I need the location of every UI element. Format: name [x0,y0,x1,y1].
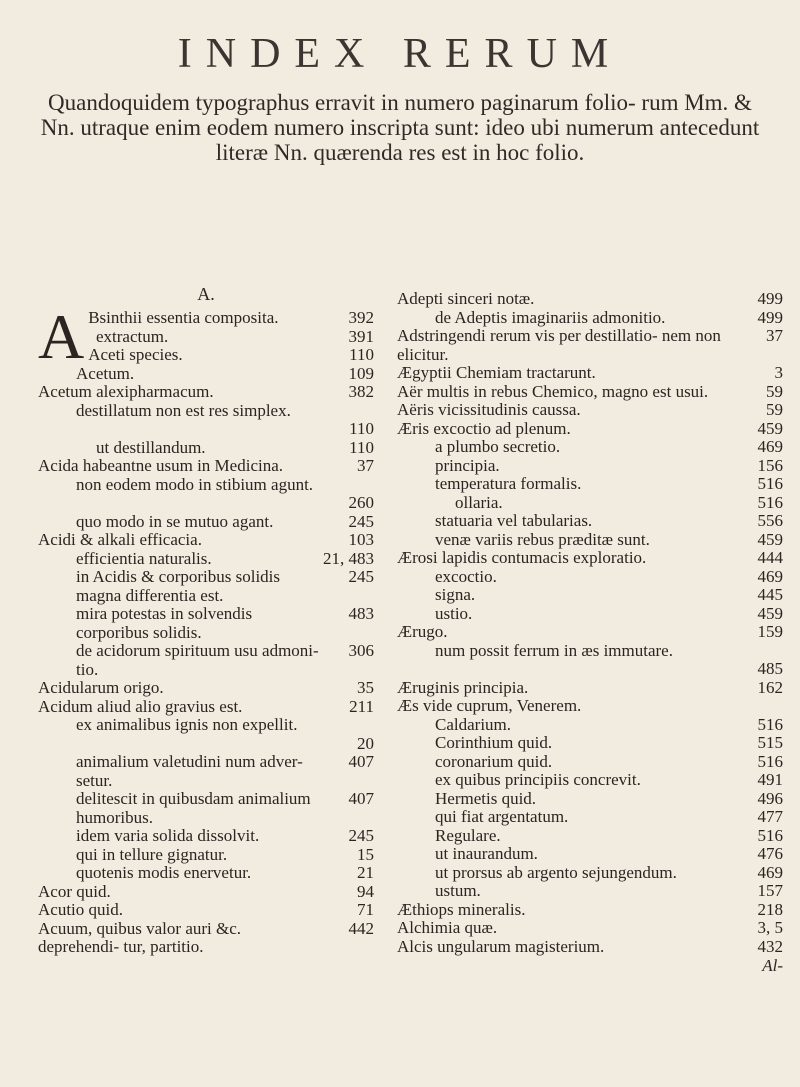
right-entry [397,420,783,439]
entry-text: Acidularum origo. [38,678,164,697]
left-entry [38,790,374,827]
entry-text: Ærugo. [397,622,448,641]
left-entry [38,883,374,902]
entry-page-number: 516 [757,751,783,771]
entry-page-number: 483 [348,604,374,623]
right-entry [397,586,783,605]
left-entry [38,605,374,642]
entry-text: ustum. [435,881,481,900]
left-entry [38,365,374,384]
entry-page-number: 516 [757,492,783,512]
right-entry [397,605,783,624]
entry-page-number: 476 [757,844,783,863]
entry-text: temperatura formalis. [435,474,582,493]
right-entry [397,716,783,735]
entry-text: de acidorum spirituum usu admoni- tio. [76,641,319,679]
entry-page-number: 432 [757,936,783,956]
entry-page-number: 515 [757,733,783,752]
entry-text: non eodem modo in stibium agunt. [76,474,314,494]
right-entry [397,290,783,309]
entry-text: Æs vide cuprum, Venerem. [397,696,582,715]
entry-page-number: 459 [757,603,783,623]
entry-page-number: 35 [357,678,374,697]
right-entry [397,327,783,364]
right-entry [397,864,783,883]
entry-page-number: 444 [757,548,783,567]
right-entry [397,679,783,698]
entry-page-number: 110 [349,345,374,364]
entry-text: Acidi & alkali efficacia. [38,530,202,549]
entry-page-number: 157 [757,881,783,900]
entry-page-number: 3, 5 [757,918,783,937]
entry-page-number: 110 [349,419,374,438]
entry-text: Acetum alexipharmacum. [38,382,214,401]
right-entry [397,697,783,716]
left-entry-list [38,301,374,957]
left-entry [38,753,374,790]
left-entry [38,901,374,920]
entry-text: idem varia solida dissolvit. [76,826,260,845]
entry-page-number: 442 [348,918,374,938]
entry-text: Acuum, quibus valor auri &c. deprehendi- tur, partitio. [38,918,242,956]
entry-text: delitescit in quibusdam animalium humoribus. [76,789,311,827]
right-entry [397,808,783,827]
entry-text: Acidum aliud alio gravius est. [38,696,243,716]
entry-page-number: 499 [757,307,783,327]
entry-page-number: 21, 483 [323,548,374,568]
left-entry [38,679,374,698]
entry-text: Ægyptii Chemiam tractarunt. [397,363,596,382]
catchword: Al- [762,956,783,975]
entry-page-number: 94 [357,881,374,901]
left-entry [38,328,374,347]
entry-page-number: 485 [757,659,783,678]
entry-text: principia. [435,455,500,475]
right-column [397,290,783,976]
right-entry [397,882,783,901]
left-entry [38,698,374,717]
left-entry [38,846,374,865]
entry-text: Acetum. [76,363,135,383]
right-entry [397,401,783,420]
entry-page-number: 407 [348,752,374,771]
entry-text: Caldarium. [435,714,512,734]
page-title: INDEX RERUM [177,31,623,77]
entry-page-number: 556 [757,511,783,530]
left-entry [38,550,374,569]
right-entry-list [397,290,783,956]
entry-page-number: 445 [757,585,783,604]
right-entry [397,623,783,642]
entry-page-number: 245 [348,826,374,845]
right-entry [397,845,783,864]
entry-text: Ærosi lapidis contumacis exploratio. [397,548,647,567]
entry-text: Adstringendi rerum vis per destillatio- nem non elicitur. [397,326,721,364]
entry-text: qui in tellure gignatur. [76,844,228,864]
entry-text: Æris excoctio ad plenum. [397,418,571,438]
entry-text: extractum. [96,326,169,346]
entry-text: ut inaurandum. [435,844,538,863]
entry-page-number: 71 [357,900,374,919]
right-entry [397,364,783,383]
entry-page-number: 59 [766,381,783,401]
right-entry [397,531,783,550]
left-entry [38,513,374,532]
entry-page-number: 110 [349,437,374,457]
entry-page-number: 407 [348,789,374,808]
entry-page-number: 37 [357,456,374,475]
section-letter: A. [197,284,215,304]
entry-page-number: 516 [757,714,783,734]
left-column [38,284,374,957]
entry-page-number: 477 [757,807,783,826]
right-entry [397,568,783,587]
entry-page-number: 20 [357,733,374,753]
right-entry [397,901,783,920]
entry-text: excoctio. [435,566,497,586]
entry-page-number: 156 [757,455,783,475]
entry-page-number: 391 [348,326,374,346]
entry-page-number: 469 [757,566,783,586]
right-entry [397,494,783,513]
left-entry [38,346,374,365]
entry-text: ex quibus principiis concrevit. [435,770,641,789]
entry-text: Alchimia quæ. [397,918,498,937]
entry-text: a plumbo secretio. [435,437,561,456]
entry-text: Æthiops mineralis. [397,899,526,919]
entry-text: de Adeptis imaginariis admonitio. [435,307,666,327]
left-entry [38,864,374,883]
entry-page-number: 162 [757,677,783,697]
entry-page-number: 211 [349,696,374,716]
entry-text: ut destillandum. [96,437,206,457]
entry-text: efficientia naturalis. [76,548,212,568]
left-entry [38,439,374,458]
left-entry [38,827,374,846]
entry-text: Adepti sinceri notæ. [397,289,535,308]
right-entry [397,383,783,402]
entry-page-number: 260 [348,493,374,512]
entry-text: num possit ferrum in æs immutare. [435,640,673,660]
left-entry [38,476,374,513]
entry-page-number: 3 [774,363,783,382]
entry-text: ustio. [435,603,473,623]
right-entry [397,753,783,772]
entry-text: ollaria. [455,492,503,512]
entry-page-number: 59 [766,400,783,419]
entry-page-number: 15 [357,844,374,864]
left-entry [38,568,374,605]
entry-page-number: 469 [757,437,783,456]
right-entry [397,938,783,957]
entry-text: destillatum non est res simplex. [76,400,291,420]
entry-text: coronarium quid. [435,751,553,771]
entry-page-number: 499 [757,289,783,308]
right-entry [397,827,783,846]
entry-page-number: 109 [348,363,374,383]
entry-page-number: 392 [348,308,374,327]
entry-page-number: 159 [757,622,783,641]
entry-page-number: 103 [348,530,374,549]
entry-page-number: 491 [757,770,783,789]
entry-text: ut prorsus ab argento sejungendum. [435,862,677,882]
right-entry [397,771,783,790]
entry-text: Corinthium quid. [435,733,553,752]
entry-text: Aër multis in rebus Chemico, magno est usui. [397,381,709,401]
left-entry [38,383,374,402]
entry-page-number: 21 [357,863,374,882]
right-entry [397,475,783,494]
entry-text: mira potestas in solvendis corporibus solidis. [76,604,253,642]
entry-text: statuaria vel tabularias. [435,511,593,530]
entry-page-number: 218 [757,899,783,919]
entry-text: Regulare. [435,825,501,845]
entry-page-number: 469 [757,862,783,882]
right-entry [397,438,783,457]
left-entry [38,457,374,476]
entry-text: Acutio quid. [38,900,123,919]
right-entry [397,734,783,753]
entry-page-number: 516 [757,825,783,845]
entry-text: Acor quid. [38,881,111,901]
right-entry [397,549,783,568]
right-entry [397,309,783,328]
entry-text: Alcis ungularum magisterium. [397,936,605,956]
left-entry [38,531,374,550]
left-entry [38,642,374,679]
entry-text: quo modo in se mutuo agant. [76,511,274,531]
right-entry [397,512,783,531]
left-entry [38,920,374,957]
entry-text: Aceti species. [88,345,183,364]
entry-text: venæ variis rebus præditæ sunt. [435,529,650,549]
entry-text: animalium valetudini num adver- setur. [76,752,303,790]
entry-page-number: 516 [757,474,783,493]
right-entry [397,790,783,809]
left-entry [38,716,374,753]
right-entry [397,642,783,679]
entry-page-number: 382 [348,382,374,401]
entry-text: qui fiat argentatum. [435,807,569,826]
left-entry [38,402,374,439]
entry-page-number: 245 [348,567,374,586]
entry-text: Æruginis principia. [397,677,529,697]
entry-page-number: 459 [757,529,783,549]
entry-page-number: 459 [757,418,783,438]
entry-text: Acida habeantne usum in Medicina. [38,456,284,475]
preface-note: Quandoquidem typographus erravit in numero paginarum folio- rum Mm. & Nn. utraque enim eodem numero inscripta sunt: ideo ubi numerum antecedunt literæ Nn. quærenda res est in hoc folio. [40,90,760,165]
entry-text: in Acidis & corporibus solidis magna differentia est. [76,567,280,605]
entry-page-number: 37 [766,326,783,345]
entry-page-number: 245 [348,511,374,531]
entry-page-number: 306 [348,641,374,660]
entry-text: ex animalibus ignis non expellit. [76,715,298,734]
right-entry [397,919,783,938]
entry-text: Bsinthii essentia composita. [88,308,279,327]
entry-text: quotenis modis enervetur. [76,863,252,882]
entry-page-number: 496 [757,788,783,808]
entry-text: Aëris vicissitudinis caussa. [397,400,581,419]
drop-cap-letter: A [38,301,85,372]
right-entry [397,457,783,476]
entry-text: Hermetis quid. [435,788,537,808]
entry-text: signa. [435,585,476,604]
